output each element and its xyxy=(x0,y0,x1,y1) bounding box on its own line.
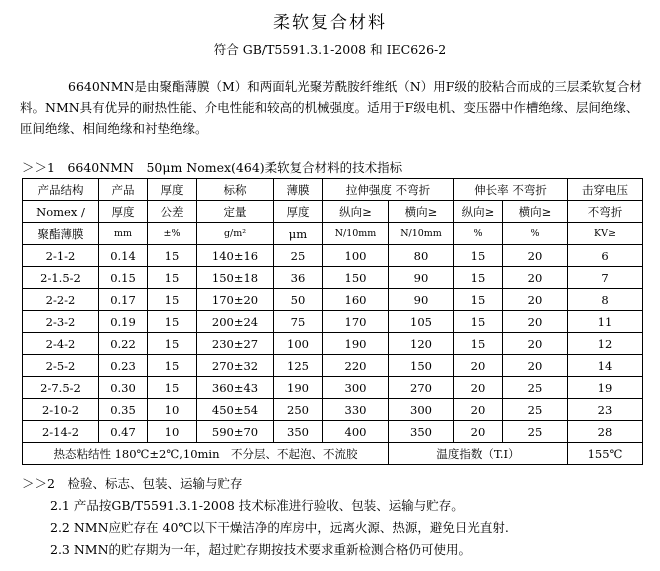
table-cell: 15 xyxy=(454,311,503,333)
table-cell: 190 xyxy=(274,377,323,399)
note-2-1: 2.1 产品按GB/T5591.3.1-2008 技术标准进行验收、包装、运输与贮存。 xyxy=(50,498,464,513)
header-cell: 纵向≥ xyxy=(454,201,503,223)
table-cell: 0.19 xyxy=(99,311,148,333)
table-cell: 360±43 xyxy=(197,377,274,399)
header-cell: Nomex / xyxy=(23,201,99,223)
table-cell: 20 xyxy=(454,421,503,443)
standard-subtitle: 符合 GB/T5591.3.1-2008 和 IEC626-2 xyxy=(213,42,447,57)
table-cell: 170±20 xyxy=(197,289,274,311)
table-cell: 90 xyxy=(389,289,454,311)
table-cell: 8 xyxy=(568,289,643,311)
table-cell: 12 xyxy=(568,333,643,355)
table-cell: 15 xyxy=(148,245,197,267)
table-cell: 25 xyxy=(274,245,323,267)
header-cell: 拉伸强度 不弯折 xyxy=(323,179,454,201)
table-cell: 0.14 xyxy=(99,245,148,267)
table-row xyxy=(23,333,643,355)
table-cell: 23 xyxy=(568,399,643,421)
header-cell: 纵向≥ xyxy=(323,201,389,223)
table-cell: 25 xyxy=(503,421,568,443)
table-cell: 2-5-2 xyxy=(23,355,99,377)
header-cell: 横向≥ xyxy=(389,201,454,223)
table-cell: 20 xyxy=(503,355,568,377)
header-cell: 击穿电压 xyxy=(568,179,643,201)
note-2-3: 2.3 NMN的贮存期为一年，超过贮存期按技术要求重新检测合格仍可使用。 xyxy=(50,542,472,557)
header-cell: 产品结构 xyxy=(23,179,99,201)
table-cell: 0.35 xyxy=(99,399,148,421)
table-cell: 14 xyxy=(568,355,643,377)
header-cell: 产品 xyxy=(99,179,148,201)
table-cell: 150±18 xyxy=(197,267,274,289)
table-cell: 100 xyxy=(323,245,389,267)
table-cell: 2-3-2 xyxy=(23,311,99,333)
table-cell: 2-2-2 xyxy=(23,289,99,311)
table-cell: 450±54 xyxy=(197,399,274,421)
table-cell: 150 xyxy=(389,355,454,377)
header-cell: 标称 xyxy=(197,179,274,201)
table-cell: 10 xyxy=(148,399,197,421)
table-row xyxy=(23,377,643,399)
table-cell: 350 xyxy=(274,421,323,443)
header-row-1 xyxy=(23,179,643,201)
table-cell: 200±24 xyxy=(197,311,274,333)
header-cell: 伸长率 不弯折 xyxy=(454,179,568,201)
table-cell: 19 xyxy=(568,377,643,399)
table-cell: 190 xyxy=(323,333,389,355)
table-cell: 0.23 xyxy=(99,355,148,377)
section-2-heading: ＞＞2 检验、标志、包装、运输与贮存 xyxy=(22,476,243,491)
table-cell: 7 xyxy=(568,267,643,289)
table-cell: 15 xyxy=(148,311,197,333)
table-cell: 350 xyxy=(389,421,454,443)
table-cell: 400 xyxy=(323,421,389,443)
table-cell: 150 xyxy=(323,267,389,289)
table-cell: 15 xyxy=(454,245,503,267)
table-cell: 300 xyxy=(323,377,389,399)
unit-cell: KV≥ xyxy=(568,223,643,245)
unit-cell: g/m² xyxy=(197,223,274,245)
footer-row xyxy=(23,443,643,465)
table-cell: 10 xyxy=(148,421,197,443)
table-cell: 15 xyxy=(454,289,503,311)
header-cell: 厚度 xyxy=(99,201,148,223)
table-cell: 230±27 xyxy=(197,333,274,355)
table-cell: 25 xyxy=(503,399,568,421)
table-cell: 15 xyxy=(454,267,503,289)
table-cell: 2-7.5-2 xyxy=(23,377,99,399)
table-cell: 20 xyxy=(503,267,568,289)
unit-cell: N/10mm xyxy=(389,223,454,245)
table-cell: 36 xyxy=(274,267,323,289)
table-cell: 20 xyxy=(454,377,503,399)
note-2-2: 2.2 NMN应贮存在 40℃以下干燥洁净的库房中，远离火源、热源，避免日光直射. xyxy=(50,520,509,535)
unit-cell: % xyxy=(454,223,503,245)
table-cell: 0.17 xyxy=(99,289,148,311)
temperature-index-label: 温度指数（T.I） xyxy=(389,443,568,465)
header-cell: 厚度 xyxy=(274,201,323,223)
header-cell: 不弯折 xyxy=(568,201,643,223)
unit-cell: ±% xyxy=(148,223,197,245)
table-cell: 2-4-2 xyxy=(23,333,99,355)
table-cell: 80 xyxy=(389,245,454,267)
table-row xyxy=(23,267,643,289)
table-cell: 220 xyxy=(323,355,389,377)
temperature-index-value: 155℃ xyxy=(568,443,643,465)
section-1-heading: ＞＞1 6640NMN 50μm Nomex(464)柔软复合材料的技术指标 xyxy=(22,160,403,175)
intro-paragraph: 6640NMN是由聚酯薄膜（M）和两面轧光聚芳酰胺纤维纸（N）用F级的胶粘合而成的三层柔软复合材料。NMN具有优异的耐热性能、介电性能和较高的机械强度。适用于F级电机、变压器中作槽绝缘、层间绝缘、匝间绝缘、相间绝缘和衬垫绝缘。 xyxy=(20,79,642,136)
table-cell: 0.15 xyxy=(99,267,148,289)
table-cell: 15 xyxy=(148,289,197,311)
header-cell: 厚度 xyxy=(148,179,197,201)
table-row xyxy=(23,311,643,333)
table-cell: 20 xyxy=(454,399,503,421)
table-cell: 330 xyxy=(323,399,389,421)
header-row-2 xyxy=(23,201,643,223)
table-cell: 15 xyxy=(148,333,197,355)
spec-table xyxy=(22,178,643,465)
table-cell: 270 xyxy=(389,377,454,399)
table-row xyxy=(23,289,643,311)
header-cell: 薄膜 xyxy=(274,179,323,201)
table-cell: 100 xyxy=(274,333,323,355)
bond-property-cell: 热态粘结性 180℃±2℃,10min 不分层、不起泡、不流胶 xyxy=(23,443,389,465)
table-cell: 15 xyxy=(148,377,197,399)
table-cell: 15 xyxy=(148,267,197,289)
table-cell: 0.47 xyxy=(99,421,148,443)
unit-cell: μm xyxy=(274,223,323,245)
header-cell: 定量 xyxy=(197,201,274,223)
header-row-units xyxy=(23,223,643,245)
table-cell: 6 xyxy=(568,245,643,267)
table-cell: 75 xyxy=(274,311,323,333)
table-cell: 2-1.5-2 xyxy=(23,267,99,289)
table-cell: 0.30 xyxy=(99,377,148,399)
table-cell: 15 xyxy=(148,355,197,377)
table-cell: 250 xyxy=(274,399,323,421)
table-cell: 20 xyxy=(503,289,568,311)
header-cell: 横向≥ xyxy=(503,201,568,223)
table-cell: 20 xyxy=(503,311,568,333)
table-cell: 160 xyxy=(323,289,389,311)
table-cell: 20 xyxy=(503,245,568,267)
page-title: 柔软复合材料 xyxy=(273,13,387,33)
table-cell: 25 xyxy=(503,377,568,399)
table-row xyxy=(23,245,643,267)
table-cell: 15 xyxy=(454,333,503,355)
table-cell: 270±32 xyxy=(197,355,274,377)
table-cell: 0.22 xyxy=(99,333,148,355)
table-cell: 2-1-2 xyxy=(23,245,99,267)
table-cell: 20 xyxy=(503,333,568,355)
table-cell: 120 xyxy=(389,333,454,355)
table-cell: 125 xyxy=(274,355,323,377)
table-cell: 105 xyxy=(389,311,454,333)
header-cell: 聚酯薄膜 xyxy=(23,223,99,245)
table-cell: 11 xyxy=(568,311,643,333)
table-row xyxy=(23,421,643,443)
table-row xyxy=(23,399,643,421)
table-cell: 50 xyxy=(274,289,323,311)
unit-cell: % xyxy=(503,223,568,245)
table-cell: 90 xyxy=(389,267,454,289)
unit-cell: N/10mm xyxy=(323,223,389,245)
table-cell: 2-10-2 xyxy=(23,399,99,421)
table-cell: 590±70 xyxy=(197,421,274,443)
table-cell: 140±16 xyxy=(197,245,274,267)
table-cell: 28 xyxy=(568,421,643,443)
header-cell: 公差 xyxy=(148,201,197,223)
table-cell: 2-14-2 xyxy=(23,421,99,443)
unit-cell: mm xyxy=(99,223,148,245)
table-row xyxy=(23,355,643,377)
table-cell: 300 xyxy=(389,399,454,421)
table-cell: 170 xyxy=(323,311,389,333)
table-cell: 20 xyxy=(454,355,503,377)
